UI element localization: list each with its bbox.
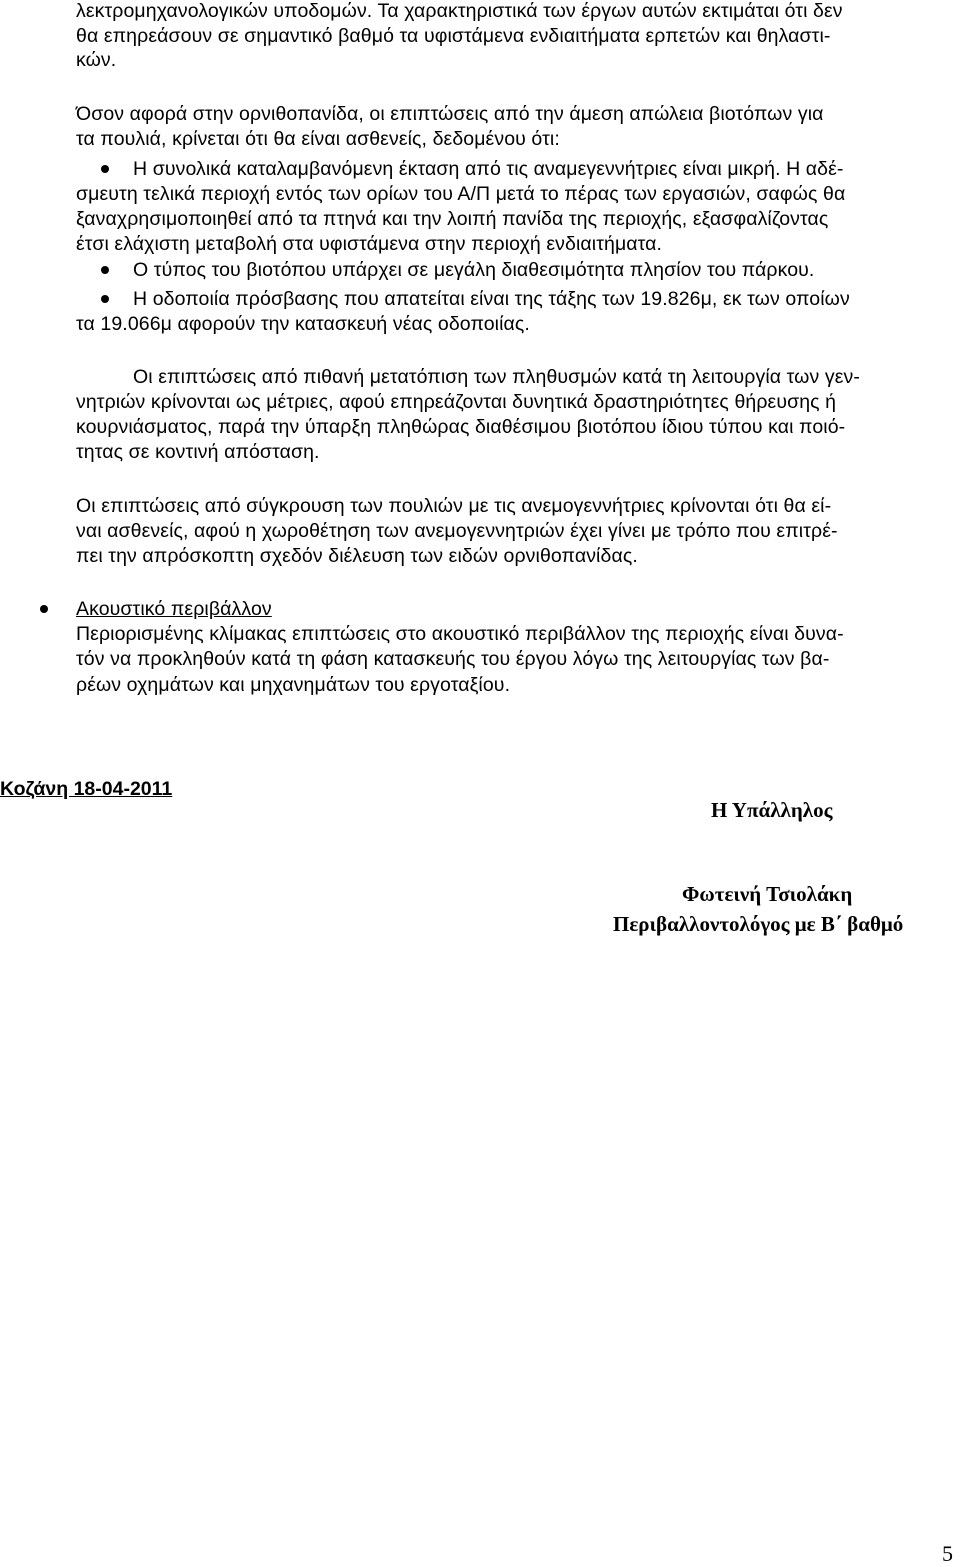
intro-line-3: κών. xyxy=(76,49,117,71)
bullet-marker xyxy=(101,295,109,303)
displacement-line-1: Οι επιπτώσεις από πιθανή μετατόπιση των πληθυσμών κατά τη λειτουργία των γεν- xyxy=(133,366,860,388)
bird-intro-line-1: Όσον αφορά στην ορνιθοπανίδα, οι επιπτώσεις από την άμεση απώλεια βιοτόπων για xyxy=(76,103,824,125)
bullet-marker xyxy=(101,266,109,274)
bullet-1-line-2: σμευτη τελικά περιοχή εντός των ορίων του Α/Π μετά το πέρας των εργασιών, σαφώς θα xyxy=(76,183,846,205)
acoustic-line-1: Περιορισμένης κλίμακας επιπτώσεις στο ακουστικό περιβάλλον της περιοχής είναι δυνα- xyxy=(76,623,844,645)
intro-line-2: θα επηρεάσουν σε σημαντικό βαθμό τα υφιστάμενα ενδιαιτήματα ερπετών και θηλαστι- xyxy=(76,25,831,47)
collision-line-1: Οι επιπτώσεις από σύγκρουση των πουλιών με τις ανεμογεννήτριες κρίνονται ότι θα εί- xyxy=(76,495,832,517)
bullet-1-line-4: έτσι ελάχιστη μεταβολή στα υφιστάμενα στην περιοχή ενδιαιτήματα. xyxy=(76,233,663,255)
displacement-line-4: τητας σε κοντινή απόσταση. xyxy=(76,441,320,463)
bird-intro-line-2: τα πουλιά, κρίνεται ότι θα είναι ασθενείς, δεδομένου ότι: xyxy=(76,128,560,150)
collision-line-3: πει την απρόσκοπτη σχεδόν διέλευση των ειδών ορνιθοπανίδας. xyxy=(76,545,638,567)
acoustic-line-3: ρέων οχημάτων και μηχανημάτων του εργοταξίου. xyxy=(76,674,511,696)
acoustic-heading: Ακουστικό περιβάλλον xyxy=(76,598,272,620)
bullet-marker xyxy=(101,165,109,173)
acoustic-line-2: τόν να προκληθούν κατά τη φάση κατασκευής του έργου λόγω της λειτουργίας των βα- xyxy=(76,648,830,670)
page-number: 5 xyxy=(942,1541,953,1566)
bullet-2-line-1: Ο τύπος του βιοτόπου υπάρχει σε μεγάλη διαθεσιμότητα πλησίον του πάρκου. xyxy=(133,259,815,281)
signatory-title: Περιβαλλοντολόγος με Β΄ βαθμό xyxy=(613,912,904,936)
intro-line-1: λεκτρομηχανολογικών υποδομών. Τα χαρακτηριστικά των έργων αυτών εκτιμάται ότι δεν xyxy=(76,0,843,22)
bullet-3-line-2: τα 19.066μ αφορούν την κατασκευή νέας οδοποιίας. xyxy=(76,313,530,335)
collision-line-2: ναι ασθενείς, αφού η χωροθέτηση των ανεμογεννητριών έχει γίνει με τρόπο που επιτρέ- xyxy=(76,520,838,542)
displacement-line-2: νητριών κρίνονται ως μέτριες, αφού επηρεάζονται δυνητικά δραστηριότητες θήρευσης ή xyxy=(76,391,837,413)
bullet-marker xyxy=(40,605,48,613)
signatory-role: Η Υπάλληλος xyxy=(711,798,833,822)
place-date: Κοζάνη 18-04-2011 xyxy=(0,778,173,800)
bullet-1-line-3: ξαναχρησιμοποιηθεί από τα πτηνά και την λοιπή πανίδα της περιοχής, εξασφαλίζοντας xyxy=(76,208,829,230)
signatory-name: Φωτεινή Τσιολάκη xyxy=(682,882,853,906)
displacement-line-3: κουρνιάσματος, παρά την ύπαρξη πληθώρας διαθέσιμου βιοτόπου ίδιου τύπου και ποιό- xyxy=(76,416,846,438)
bullet-3-line-1: Η οδοποιία πρόσβασης που απατείται είναι της τάξης των 19.826μ, εκ των οποίων xyxy=(133,288,850,310)
bullet-1-line-1: Η συνολικά καταλαμβανόμενη έκταση από τις αναμεγεννήτριες είναι μικρή. Η αδέ- xyxy=(133,158,844,180)
